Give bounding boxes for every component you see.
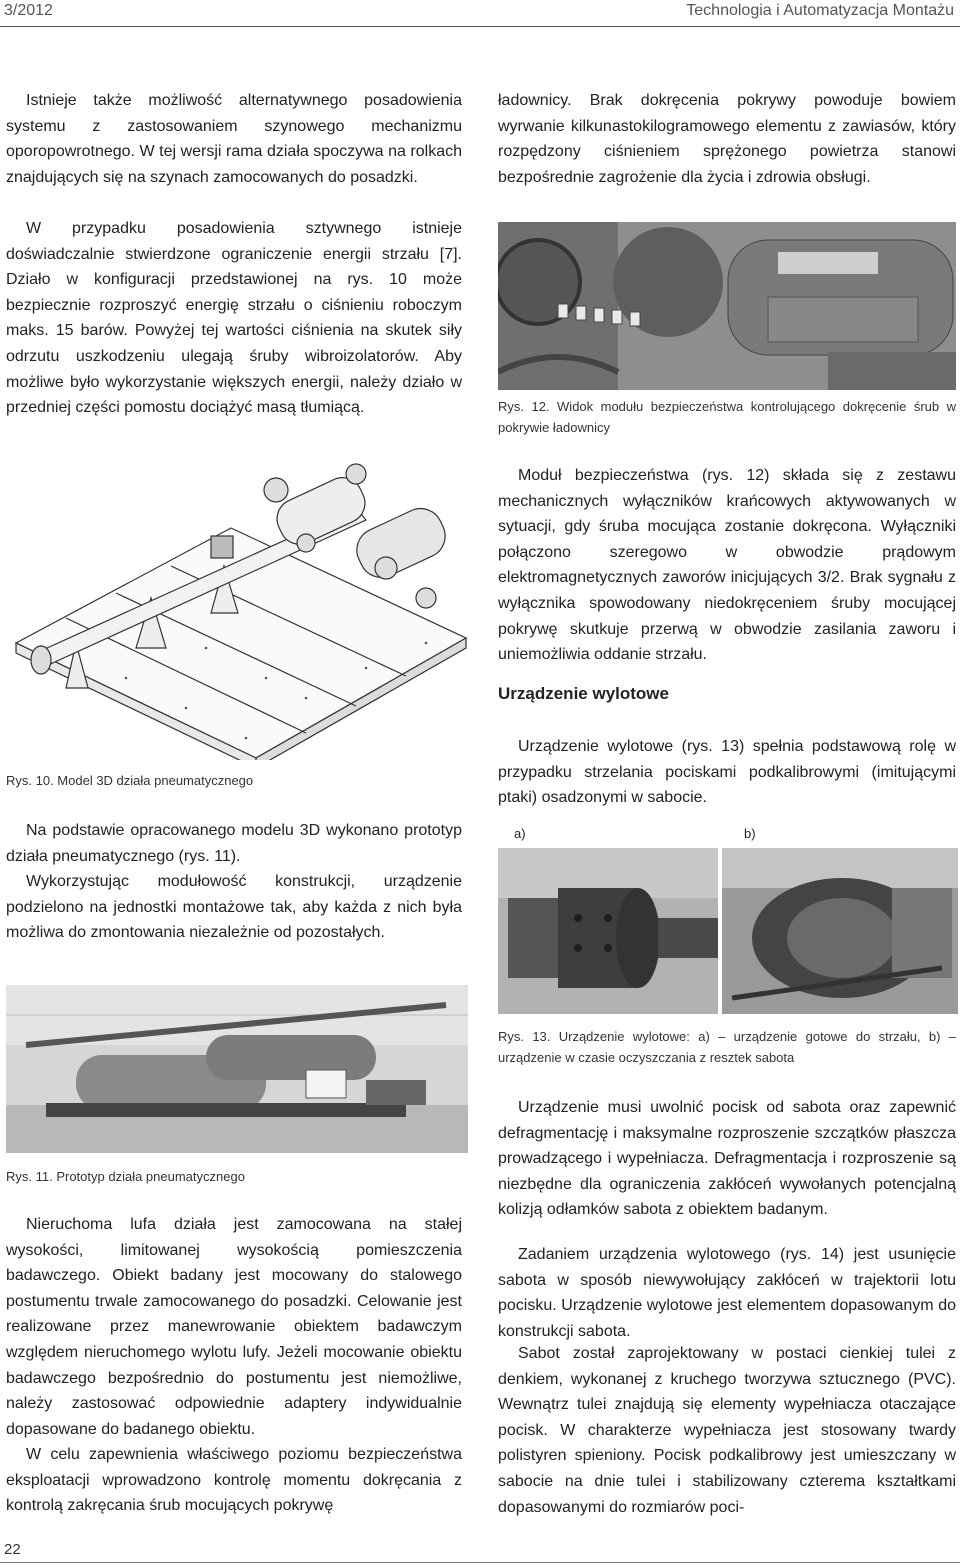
figure-13a-photo bbox=[498, 848, 718, 1014]
figure-12-caption: Rys. 12. Widok modułu bezpieczeństwa kontrolującego dokręcenie śrub w pokrywie ładownicy bbox=[498, 399, 956, 435]
left-paragraph-4: Wykorzystując modułowość konstrukcji, urządzenie podzielono na jednostki montażowe tak, aby każda z nich była możliwa do zmontowania niezależnie od pozostałych. bbox=[6, 873, 462, 942]
left-paragraph-6: W celu zapewnienia właściwego poziomu bezpieczeństwa eksploatacji wprowadzono kontrolę momentu dokręcania z kontrolą zakręcania śrub mocujących pokrywę bbox=[6, 1446, 462, 1515]
right-paragraph-4: Urządzenie musi uwolnić pocisk od sabota oraz zapewnić defragmentację i maksymalne rozproszenie szczątków płaszcza prowadzącego i wypełniacza. Defragmentacja i rozproszenie są niezbędne dla ograniczenia zakłóceń wywołanych potencjalną kolizją odłamków sabota z obiektem badanym. bbox=[498, 1099, 956, 1219]
issue-number: 3/2012 bbox=[4, 2, 53, 19]
figure-10-caption: Rys. 10. Model 3D działa pneumatycznego bbox=[6, 773, 254, 788]
right-paragraph-1: ładownicy. Brak dokręcenia pokrywy powoduje bowiem wyrwanie kilkunastokilogramowego elementu z zawiasów, który rozpędzony ciśnieniem sprężonego powietrza stanowi bezpośrednie zagrożenie dla życia i zdrowia obsługi. bbox=[498, 92, 956, 186]
right-paragraph-2: Moduł bezpieczeństwa (rys. 12) składa się z zestawu mechanicznych wyłączników krańcowych aktywowanych w sytuacji, gdy śruba mocująca zostanie dokręcona. Wyłączniki połączono szeregowo w obwodzie prądowym elektromagnetycznych zaworów inicjujących 3/2. Brak sygnału z wyłącznika spowodowany niedokręceniem śruby mocującej pokrywę skutkuje przerwą w obwodzie zasilania zaworu i uniemożliwia oddanie strzału. bbox=[498, 467, 956, 664]
section-heading: Urządzenie wylotowe bbox=[498, 684, 669, 703]
left-paragraph-5: Nieruchoma lufa działa jest zamocowana na stałej wysokości, limitowanej wysokością pomieszczenia badawczego. Obiekt badany jest mocowany do stalowego postumentu trwale zamocowanego do posadzki. Celowanie jest realizowane przez manewrowanie obiektem badawczym względem nieruchomego wylotu lufy. Jeżeli mocowanie obiektu badawczego bezpośrednio do postumentu jest niemożliwe, należy zastosować odpowiednie adaptery indywidualnie dopasowane do badanego obiektu. bbox=[6, 1216, 462, 1438]
figure-13-caption: Rys. 13. Urządzenie wylotowe: a) – urządzenie gotowe do strzału, b) – urządzenie w czasie oczyszczania z resztek sabota bbox=[498, 1029, 956, 1065]
right-paragraph-6: Sabot został zaprojektowany w postaci cienkiej tulei z denkiem, wykonanej z kruchego tworzywa sztucznego (PVC). Wewnątrz tulei znajdują się elementy wypełniacza otaczające pocisk. W charakterze wypełniacza jest stosowany twardy polistyren spieniony. Pocisk podkalibrowy jest umieszczany w sabocie na dnie tulei i stabilizowany czterema kształtkami dopasowanymi do rozmiarów poci- bbox=[498, 1345, 956, 1516]
figure-13b-photo bbox=[722, 848, 958, 1014]
figure-prototype-photo bbox=[6, 985, 468, 1153]
right-paragraph-3: Urządzenie wylotowe (rys. 13) spełnia podstawową rolę w przypadku strzelania pociskami podkalibrowymi (imitującymi ptaki) osadzonymi w sabocie. bbox=[498, 738, 956, 807]
figure-3d-model bbox=[6, 448, 468, 760]
running-header bbox=[0, 0, 960, 28]
journal-title: Technologia i Automatyzacja Montażu bbox=[686, 2, 954, 19]
figure-13-label-b: b) bbox=[744, 826, 756, 841]
figure-11-caption: Rys. 11. Prototyp działa pneumatycznego bbox=[6, 1169, 245, 1184]
figure-safety-module-photo bbox=[498, 222, 956, 390]
left-paragraph-1: Istnieje także możliwość alternatywnego posadowienia systemu z zastosowaniem szynowego mechanizmu oporopowrotnego. W tej wersji rama działa spoczywa na rolkach znajdujących się na szynach zamocowanych do posadzki. bbox=[6, 92, 462, 186]
right-paragraph-5: Zadaniem urządzenia wylotowego (rys. 14) jest usunięcie sabota w sposób niewywołujący zakłóceń w trajektorii lotu pocisku. Urządzenie wylotowe jest elementem dopasowanym do konstrukcji sabota. bbox=[498, 1246, 956, 1340]
left-paragraph-2: W przypadku posadowienia sztywnego istnieje doświadczalnie stwierdzone ograniczenie energii strzału [7]. Działo w konfiguracji przedstawionej na rys. 10 może bezpiecznie rozproszyć energię strzału o ciśnieniu roboczym maks. 15 barów. Powyżej tej wartości ciśnienia na skutek siły odrzutu uszkodzeniu ulegają śruby wibroizolatorów. Aby możliwe było wykorzystanie większych energii, należy działo w przedniej części pomostu dociążyć masą tłumiącą. bbox=[6, 220, 462, 417]
page-number: 22 bbox=[4, 1541, 21, 1558]
left-paragraph-3: Na podstawie opracowanego modelu 3D wykonano prototyp działa pneumatycznego (rys. 11). bbox=[6, 822, 462, 865]
figure-13-label-a: a) bbox=[514, 826, 526, 841]
footer-rule bbox=[0, 1562, 960, 1563]
header-rule bbox=[0, 26, 960, 27]
